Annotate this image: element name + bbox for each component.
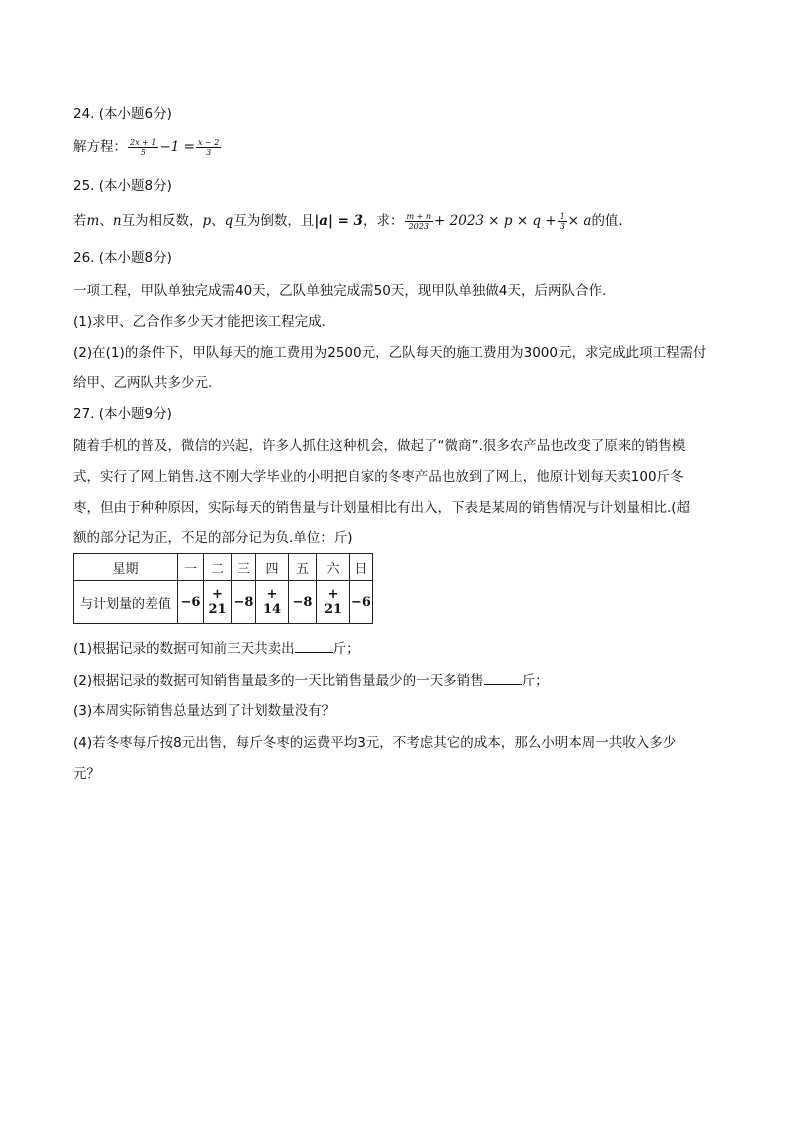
table-header-weekday: 星期 <box>74 554 178 581</box>
q27-part1: (1)根据记录的数据可知前三天共卖出 斤； <box>73 638 360 659</box>
table-cell-value: + 14 <box>256 581 289 624</box>
q26-part1: (1)求甲、乙合作多少天才能把该工程完成. <box>73 314 326 330</box>
q25-abs-value: |a| = 3 <box>314 213 364 229</box>
q27-part2: (2)根据记录的数据可知销售量最多的一天比销售量最少的一天多销售 斤； <box>73 670 549 691</box>
q24-fraction-left: $\frac{2x + 1}{5}$ <box>130 137 157 157</box>
q27-part4-line1: (4)若冬枣每斤按8元出售，每斤冬枣的运费平均3元，不考虑其它的成本，那么小明本周一共收入多少 <box>73 735 677 751</box>
q27-stem-line3: 枣，但由于种种原因，实际每天的销售量与计划量相比有出入，下表是某周的销售情况与计划量相比.(超 <box>73 500 691 516</box>
q26-header: 26. (本小题8分) <box>73 250 172 266</box>
table-cell-day: 四 <box>256 554 289 581</box>
q26-part2-line2: 给甲、乙两队共多少元. <box>73 375 213 391</box>
table-cell-value: −6 <box>350 581 373 624</box>
q25-statement: 若m、n互为相反数，p、q互为倒数，且|a| = 3，求： $\frac{m + n}{2023}$ + 2023 × p × q + $\frac{1}{3}$ × a的值. <box>73 211 623 231</box>
q24-equation <box>73 137 222 157</box>
answer-blank[interactable] <box>295 638 333 653</box>
q25-expression: + 2023 × p × q + <box>434 213 557 229</box>
q27-header: 27. (本小题9分) <box>73 406 172 422</box>
q27-stem-line1: 随着手机的普及，微信的兴起，许多人抓住这种机会，做起了“微商”.很多农产品也改变了原来的销售模 <box>73 438 686 454</box>
table-row-differences <box>74 581 373 624</box>
q24-prefix: 解方程： <box>73 139 127 155</box>
q27-part4-line2: 元？ <box>73 766 100 782</box>
q24-header: 24. (本小题6分) <box>73 106 172 122</box>
q25-fraction: $\frac{m + n}{2023}$ <box>406 211 432 231</box>
answer-blank[interactable] <box>484 670 522 685</box>
q27-stem-line4: 额的部分记为正，不足的部分记为负.单位：斤) <box>73 530 353 546</box>
table-row-weekdays <box>74 554 373 581</box>
sales-difference-table <box>73 553 373 624</box>
table-cell-day: 一 <box>178 554 204 581</box>
q25-fraction-third: $\frac{1}{3}$ <box>559 211 565 231</box>
q25-header: 25. (本小题8分) <box>73 178 172 194</box>
table-cell-day: 日 <box>350 554 373 581</box>
table-cell-day: 六 <box>317 554 350 581</box>
table-cell-day: 五 <box>289 554 317 581</box>
table-header-difference: 与计划量的差值 <box>74 581 178 624</box>
q27-part3: (3)本周实际销售总量达到了计划数量没有？ <box>73 703 336 719</box>
q24-middle: −1 = <box>159 139 195 155</box>
table-cell-value: −8 <box>232 581 256 624</box>
table-cell-day: 三 <box>232 554 256 581</box>
table-cell-day: 二 <box>204 554 232 581</box>
table-cell-value: + 21 <box>204 581 232 624</box>
table-cell-value: −8 <box>289 581 317 624</box>
q27-stem-line2: 式，实行了网上销售.这不刚大学毕业的小明把自家的冬枣产品也放到了网上，他原计划每天卖100斤冬 <box>73 469 684 485</box>
table-cell-value: −6 <box>178 581 204 624</box>
q26-stem: 一项工程，甲队单独完成需40天，乙队单独完成需50天，现甲队单独做4天，后两队合作. <box>73 283 607 299</box>
q24-fraction-right: $\frac{x - 2}{3}$ <box>198 137 220 157</box>
q26-part2-line1: (2)在(1)的条件下，甲队每天的施工费用为2500元，乙队每天的施工费用为3000元，求完成此项工程需付 <box>73 345 707 361</box>
table-cell-value: + 21 <box>317 581 350 624</box>
